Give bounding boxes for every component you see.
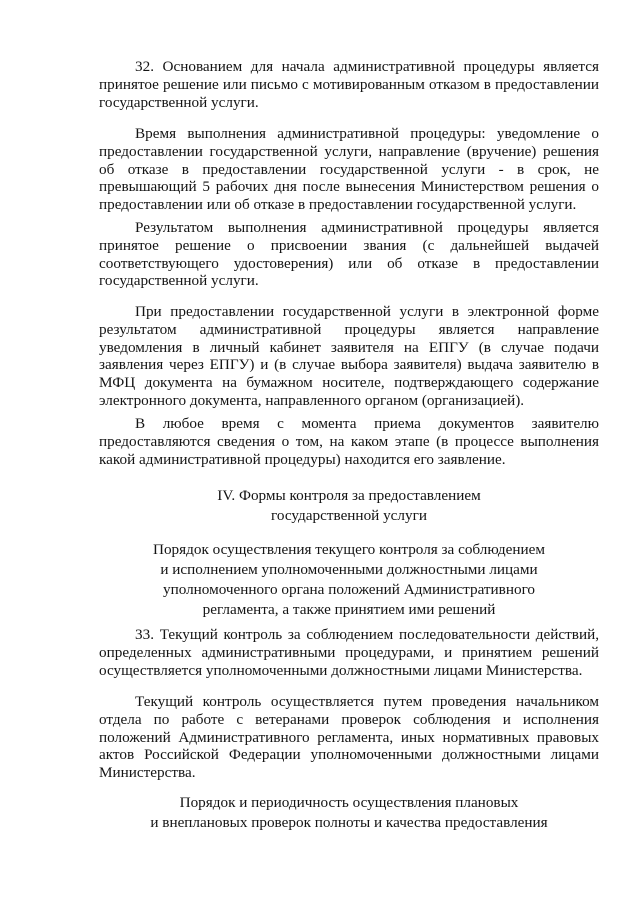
heading-line: государственной услуги [271,507,427,524]
current-control-heading [99,540,599,620]
heading-line: Порядок осуществления текущего контроля за соблюдением [152,541,546,558]
paragraph-32: 32. Основанием для начала административной процедуры является принятое решение или письмо с мотивированным отказом в предоставлении государственной услуги. [99,58,599,111]
paragraph-33: 33. Текущий контроль за соблюдением последовательности действий, определенных административными процедурами, и принятием решений осуществляется уполномоченными должностными лицами Министерства. [99,626,599,679]
heading-line: уполномоченного органа положений Административного [162,581,536,598]
heading-line: регламента, а также принятием ими решений [202,601,496,618]
heading-line: и внеплановых проверок полноты и качества предоставления [150,814,548,831]
section-iv-heading [99,486,599,526]
paragraph-electronic-form: При предоставлении государственной услуги в электронной форме результатом административной процедуры является направление уведомления в личный кабинет заявителя на ЕПГУ (в случае подачи заявления через ЕПГУ) и (в случае выбора заявителя) выдача заявителю в МФЦ документа на бумажном носителе, подтверждающего содержание электронного документа, направленного органом (организацией). [99,303,599,409]
heading-line: IV. Формы контроля за предоставлением [217,487,481,504]
paragraph-current-control: Текущий контроль осуществляется путем проведения начальником отдела по работе с ветеранами проверок соблюдения и исполнения положений Административного регламента, иных нормативных правовых актов Российской Федерации уполномоченными должностными лицами Министерства. [99,693,599,782]
paragraph-execution-time: Время выполнения административной процедуры: уведомление о предоставлении государственной услуги, направление (вручение) решения об отказе в предоставлении государственной услуги - в срок, не превышающий 5 рабочих дня после вынесения Министерством решения о предоставлении или об отказе в предоставлении государственной услуги. [99,125,599,214]
inspections-heading [99,793,599,833]
paragraph-result: Результатом выполнения административной процедуры является принятое решение о присвоении звания (с дальнейшей выдачей соответствующего удостоверения) или об отказе в предоставлении государственной услуги. [99,219,599,290]
heading-line: Порядок и периодичность осуществления плановых [179,794,519,811]
paragraph-status-info: В любое время с момента приема документов заявителю предоставляются сведения о том, на каком этапе (в процессе выполнения какой административной процедуры) находится его заявление. [99,415,599,468]
heading-line: и исполнением уполномоченными должностными лицами [160,561,538,578]
